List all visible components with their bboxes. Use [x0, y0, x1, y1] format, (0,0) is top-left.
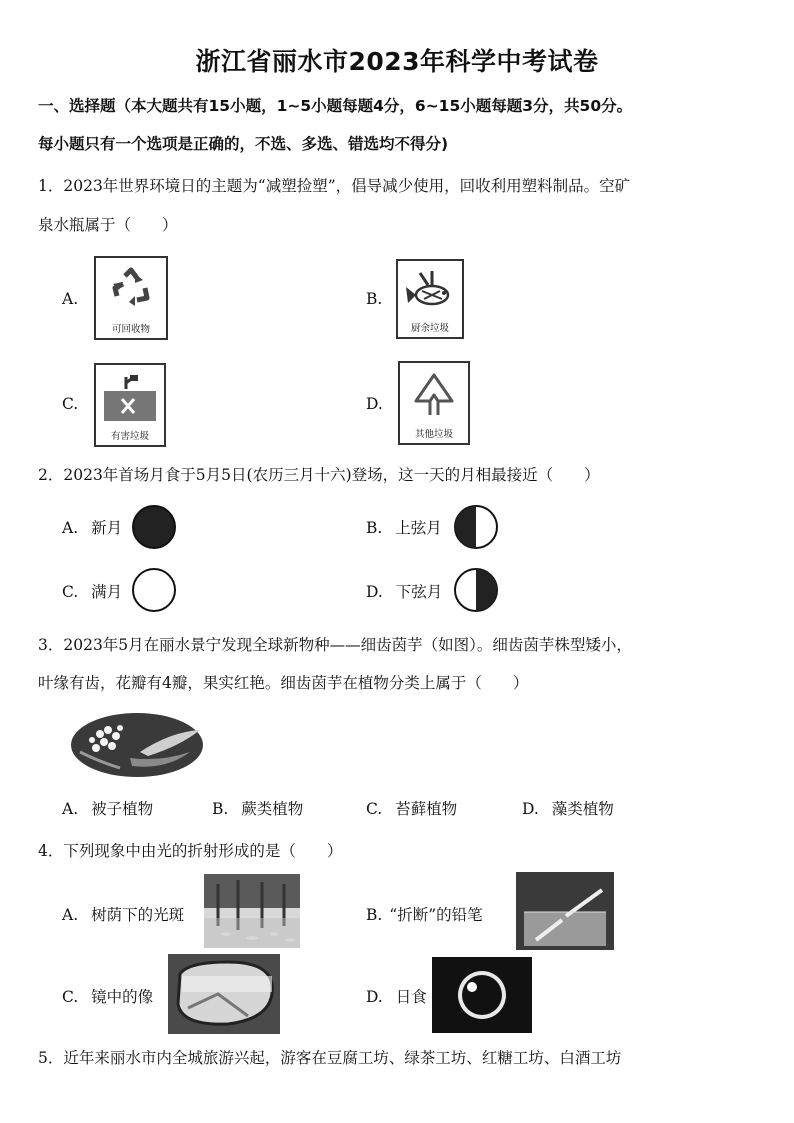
q1-option-a-letter[interactable]: A. — [62, 290, 79, 308]
q4-option-b-letter: B. — [366, 906, 383, 924]
q2-option-a-letter: A. — [62, 519, 79, 537]
tree-shade-photo — [204, 874, 300, 948]
full-moon-icon — [130, 566, 178, 614]
triangle-icon — [410, 371, 458, 419]
q4-option-b-label: “折断”的铅笔 — [389, 906, 483, 924]
q3-stem-line1: 3．2023年5月在丽水景宁发现全球新物种——细齿茵芋（如图）。细齿茵芋株型矮小， — [38, 636, 632, 654]
q1-option-a-label: 可回收物 — [111, 324, 150, 335]
q2-option-d-letter: D. — [366, 583, 383, 601]
q4-option-d-letter: D. — [366, 988, 383, 1006]
q1-stem-line2: 泉水瓶属于（ ） — [38, 216, 178, 234]
q3-option-b-label: 蕨类植物 — [241, 800, 304, 818]
q2-option-a-label: 新月 — [91, 519, 123, 537]
q4-option-d[interactable] — [366, 985, 427, 1007]
q4-option-c-label: 镜中的像 — [91, 988, 154, 1006]
battery-icon — [104, 373, 156, 423]
q3-option-a[interactable] — [62, 797, 153, 819]
first-quarter-moon-icon — [452, 503, 500, 551]
q4-option-d-label: 日食 — [395, 988, 427, 1006]
q1-option-d-label: 其他垃圾 — [414, 429, 453, 440]
q2-option-d[interactable] — [366, 580, 442, 602]
q4-option-a-label: 树荫下的光斑 — [91, 906, 185, 924]
section-heading-line2: 每小题只有一个选项是正确的，不选、多选、错选均不得分) — [38, 135, 449, 153]
q2-option-b-label: 上弦月 — [395, 519, 442, 537]
solar-eclipse-photo — [432, 957, 532, 1033]
q5-stem-line1: 5．近年来丽水市内全城旅游兴起，游客在豆腐工坊、绿茶工坊、红糖工坊、白酒工坊 — [38, 1049, 622, 1067]
q3-option-c[interactable] — [366, 797, 457, 819]
q1-option-d-letter[interactable]: D. — [366, 395, 383, 413]
q3-option-a-label: 被子植物 — [91, 800, 154, 818]
q4-option-c-letter: C. — [62, 988, 79, 1006]
q2-option-c-label: 满月 — [91, 583, 123, 601]
q1-stem-line1: 1．2023年世界环境日的主题为“减塑捡塑”，倡导减少使用，回收利用塑料制品。空矿 — [38, 177, 631, 195]
q2-option-b[interactable] — [366, 516, 442, 538]
q2-stem-line1: 2．2023年首场月食于5月5日(农历三月十六)登场，这一天的月相最接近（ ） — [38, 466, 600, 484]
plant-photo — [70, 712, 204, 778]
q1-option-d-bin[interactable] — [398, 361, 470, 445]
q2-option-c[interactable] — [62, 580, 122, 602]
q1-option-a-bin[interactable] — [94, 256, 168, 340]
q3-option-d[interactable] — [522, 797, 614, 819]
last-quarter-moon-icon — [452, 566, 500, 614]
q4-option-a-letter: A. — [62, 906, 79, 924]
q2-option-c-letter: C. — [62, 583, 79, 601]
q3-option-b[interactable] — [212, 797, 303, 819]
q2-option-a[interactable] — [62, 516, 122, 538]
q3-option-c-letter: C. — [366, 800, 383, 818]
q3-option-c-label: 苔藓植物 — [395, 800, 458, 818]
q1-option-b-letter[interactable]: B. — [366, 290, 383, 308]
section-heading-line1: 一、选择题（本大题共有15小题，1~5小题每题4分，6~15小题每题3分，共50分。 — [38, 97, 633, 115]
q2-option-d-label: 下弦月 — [395, 583, 443, 601]
page-title: 浙江省丽水市2023年科学中考试卷 — [195, 47, 599, 76]
car-mirror-photo — [168, 954, 280, 1034]
q2-option-b-letter: B. — [366, 519, 383, 537]
q1-option-c-bin[interactable] — [94, 363, 166, 447]
q4-option-a[interactable] — [62, 903, 184, 925]
recycle-icon — [109, 266, 153, 310]
bent-pencil-photo — [516, 872, 614, 950]
q3-option-a-letter: A. — [62, 800, 79, 818]
q1-option-c-letter[interactable]: C. — [62, 395, 79, 413]
q3-option-b-letter: B. — [212, 800, 229, 818]
new-moon-icon — [130, 503, 178, 551]
q3-stem-line2: 叶缘有齿，花瓣有4瓣，果实红艳。细齿茵芋在植物分类上属于（ ） — [38, 674, 529, 692]
q4-stem-line1: 4．下列现象中由光的折射形成的是（ ） — [38, 842, 343, 860]
q4-option-b[interactable] — [366, 903, 483, 925]
q1-option-b-bin[interactable] — [396, 259, 464, 339]
fishbone-icon — [402, 267, 458, 313]
q1-option-c-label: 有害垃圾 — [110, 431, 149, 442]
q1-option-b-label: 厨余垃圾 — [410, 323, 449, 334]
q3-option-d-label: 藻类植物 — [551, 800, 614, 818]
q4-option-c[interactable] — [62, 985, 153, 1007]
q3-option-d-letter: D. — [522, 800, 539, 818]
